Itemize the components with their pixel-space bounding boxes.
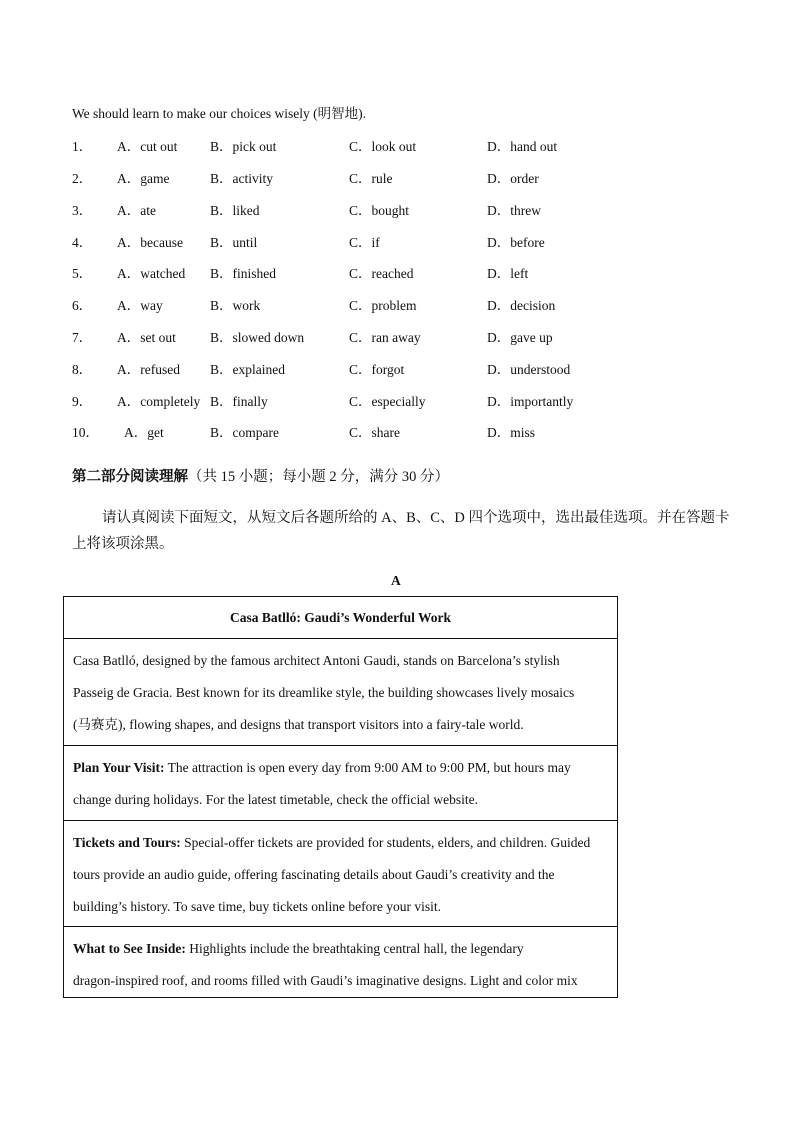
section-title-note: （共 15 小题；每小题 2 分，满分 30 分）: [188, 469, 449, 485]
question-number: 6．: [72, 298, 93, 313]
option-b: B．liked: [210, 203, 260, 218]
option-b: B．activity: [210, 171, 273, 186]
option-c: C．especially: [349, 394, 426, 409]
option-b: B．work: [210, 298, 261, 313]
plan-your-visit-heading: Plan Your Visit:: [73, 760, 165, 775]
tickets-and-tours-text: Special-offer tickets are provided for students, elders, and children. Guided: [180, 835, 591, 850]
passage-label: A: [391, 573, 401, 588]
option-a: A．refused: [117, 362, 180, 377]
question-number: 5．: [72, 266, 93, 281]
question-item: [72, 262, 632, 280]
option-b: B．finished: [210, 266, 276, 281]
question-number: 10．: [72, 425, 99, 440]
option-a: A．because: [117, 235, 183, 250]
tickets-and-tours-text: tours provide an audio guide, offering fascinating details about Gaudi’s creativity and the: [73, 867, 555, 882]
passage-intro-line: (马赛克), flowing shapes, and designs that transport visitors into a fairy-tale world.: [73, 717, 524, 732]
option-d: D．left: [487, 266, 529, 281]
option-c: C．look out: [349, 139, 417, 154]
question-item: [72, 421, 632, 439]
section-title-main: 第二部分阅读理解: [72, 469, 188, 485]
option-b: B．explained: [210, 362, 285, 377]
option-d: D．order: [487, 171, 539, 186]
option-d: D．understood: [487, 362, 571, 377]
option-c: C．reached: [349, 266, 414, 281]
question-item: [72, 135, 632, 153]
option-d: D．before: [487, 235, 545, 250]
option-c: C．forgot: [349, 362, 405, 377]
tickets-and-tours-cell: [64, 821, 617, 927]
question-item: [72, 167, 632, 185]
question-item: [72, 390, 632, 408]
passage-title: Casa Batlló: Gaudi’s Wonderful Work: [64, 597, 617, 639]
option-a: A．way: [117, 298, 163, 313]
question-number: 9．: [72, 394, 93, 409]
option-d: D．threw: [487, 203, 541, 218]
option-b: B．until: [210, 235, 258, 250]
question-item: [72, 231, 632, 249]
option-d: D．importantly: [487, 394, 574, 409]
option-c: C．rule: [349, 171, 393, 186]
section-title: [72, 465, 449, 486]
option-c: C．problem: [349, 298, 417, 313]
what-to-see-inside-cell: [64, 927, 617, 999]
option-b: B．finally: [210, 394, 268, 409]
tickets-and-tours-heading: Tickets and Tours:: [73, 835, 181, 850]
option-d: D．decision: [487, 298, 556, 313]
option-a: A．cut out: [117, 139, 178, 154]
intro-sentence: We should learn to make our choices wisely (明智地).: [72, 106, 366, 121]
option-b: B．pick out: [210, 139, 277, 154]
option-a: A．game: [117, 171, 170, 186]
plan-your-visit-cell: [64, 746, 617, 821]
option-a: A．get: [124, 425, 164, 440]
option-b: B．slowed down: [210, 330, 305, 345]
question-item: [72, 199, 632, 217]
option-b: B．compare: [210, 425, 279, 440]
what-to-see-inside-heading: What to See Inside:: [73, 941, 186, 956]
option-c: C．if: [349, 235, 380, 250]
what-to-see-inside-text: dragon-inspired roof, and rooms filled with Gaudi’s imaginative designs. Light and color mix: [73, 973, 578, 988]
plan-your-visit-text: change during holidays. For the latest timetable, check the official website.: [73, 792, 478, 807]
question-item: [72, 358, 632, 376]
question-number: 4．: [72, 235, 93, 250]
question-number: 2．: [72, 171, 93, 186]
passage-table: [63, 596, 618, 998]
option-c: C．bought: [349, 203, 410, 218]
passage-intro-cell: [64, 639, 617, 746]
question-number: 1．: [72, 139, 93, 154]
plan-your-visit-text: The attraction is open every day from 9:00 AM to 9:00 PM, but hours may: [164, 760, 571, 775]
question-number: 7．: [72, 330, 93, 345]
option-a: A．set out: [117, 330, 176, 345]
question-item: [72, 326, 632, 344]
what-to-see-inside-text: Highlights include the breathtaking central hall, the legendary: [185, 941, 524, 956]
option-d: D．hand out: [487, 139, 558, 154]
option-c: C．share: [349, 425, 400, 440]
question-number: 3．: [72, 203, 93, 218]
passage-intro-line: Casa Batlló, designed by the famous architect Antoni Gaudi, stands on Barcelona’s stylish: [73, 653, 560, 668]
option-d: D．miss: [487, 425, 536, 440]
option-a: A．completely: [117, 394, 201, 409]
tickets-and-tours-text: building’s history. To save time, buy tickets online before your visit.: [73, 899, 442, 914]
passage-intro-line: Passeig de Gracia. Best known for its dreamlike style, the building showcases lively mosaics: [73, 685, 575, 700]
question-number: 8．: [72, 362, 93, 377]
option-a: A．watched: [117, 266, 186, 281]
option-a: A．ate: [117, 203, 156, 218]
question-item: [72, 294, 632, 312]
section-instructions: 请认真阅读下面短文，从短文后各题所给的 A、B、C、D 四个选项中，选出最佳选项。并在答题卡上将该项涂黑。: [72, 510, 730, 552]
option-c: C．ran away: [349, 330, 421, 345]
option-d: D．gave up: [487, 330, 553, 345]
